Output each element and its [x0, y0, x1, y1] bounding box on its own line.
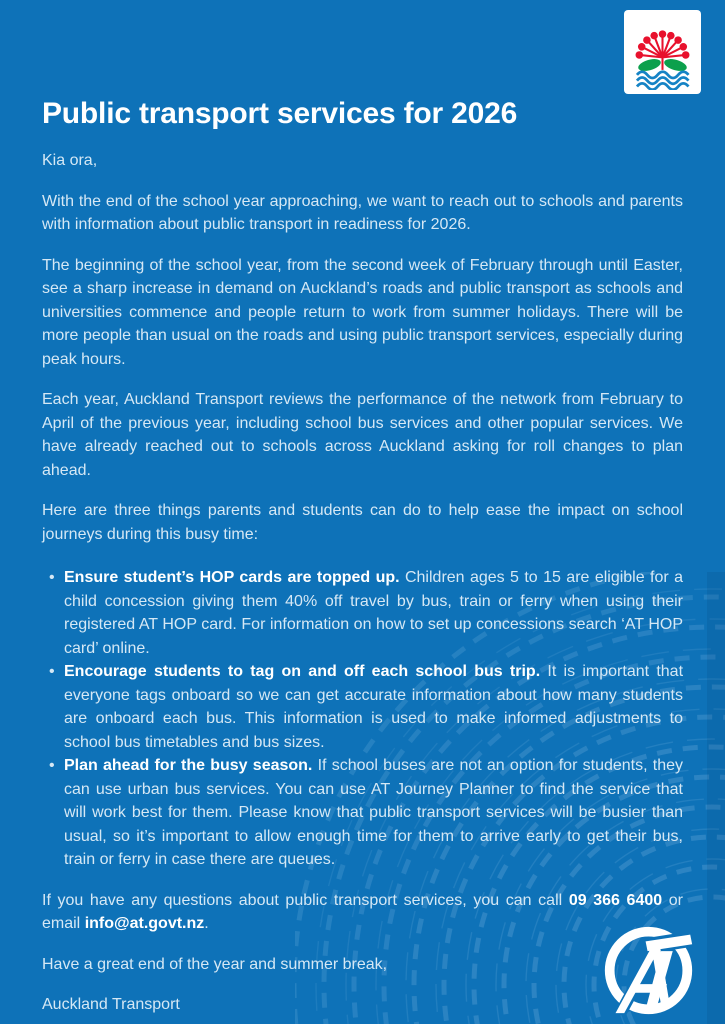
bullet-text: It is important that everyone tags onboard so we can get accurate information about how many students are onboard each bus. This information is used to make informed adjustments to school bus timetables and bus sizes.: [64, 663, 684, 751]
contact-text: If you have any questions about public transport services, you can call: [42, 891, 569, 909]
contact-text: or email: [42, 891, 684, 932]
at-roundel-icon: [600, 922, 697, 1019]
bullet-text: If school buses are not an option for students, they can use urban bus services. You can use AT Journey Planner to find the service that will work best for them. Please know that public transport services will be busier than usual, so it’s important to allow enough time for them to arrive early to get their bus, train or ferry in case there are queues.: [64, 757, 684, 868]
bullet-text: Children ages 5 to 15 are eligible for a child concession giving them 40% off travel by bus, train or ferry when using their registered AT HOP card. For information on how to set up concessions search ‘AT HOP card’ online.: [64, 569, 683, 657]
paragraph-intro: With the end of the school year approaching, we want to reach out to schools and parents with information about public transport in readiness for 2026.: [42, 192, 683, 233]
bullet-lead: Plan ahead for the busy season.: [64, 757, 313, 774]
paragraph-demand: The beginning of the school year, from the second week of February through until Easter, see a sharp increase in demand on Auckland’s roads and public transport as schools and universities commence and people return to work from summer holidays. There will be more people than usual on the roads and using public transport services, especially during peak hours.: [42, 256, 683, 368]
list-item-plan-ahead: [64, 754, 683, 872]
paragraph-three-things: Here are three things parents and students can do to help ease the impact on school journeys during this busy time:: [42, 502, 683, 543]
list-item-hop-cards: [64, 566, 683, 660]
signature: Auckland Transport: [42, 996, 180, 1013]
page-title: Public transport services for 2026: [42, 97, 518, 130]
closing-line: Have a great end of the year and summer break,: [42, 955, 388, 973]
greeting: Kia ora,: [42, 152, 98, 169]
letter-body: [42, 0, 683, 1017]
contact-paragraph: [42, 889, 683, 936]
watermark-edge-strip: [707, 572, 725, 1024]
paragraph-review: Each year, Auckland Transport reviews the performance of the network from February to April of the previous year, including school bus services and other popular services. We have already reached out to schools across Auckland asking for roll changes to plan ahead.: [42, 391, 683, 479]
phone-number: 09 366 6400: [568, 891, 663, 909]
tips-list: [42, 566, 683, 872]
bullet-lead: Ensure student’s HOP cards are topped up.: [64, 569, 400, 586]
email-address: info@at.govt.nz: [84, 915, 205, 932]
list-item-tag-on-off: [64, 660, 683, 754]
contact-text: .: [204, 915, 209, 932]
auckland-transport-logo: [600, 922, 697, 1019]
bullet-lead: Encourage students to tag on and off each school bus trip.: [64, 663, 541, 680]
